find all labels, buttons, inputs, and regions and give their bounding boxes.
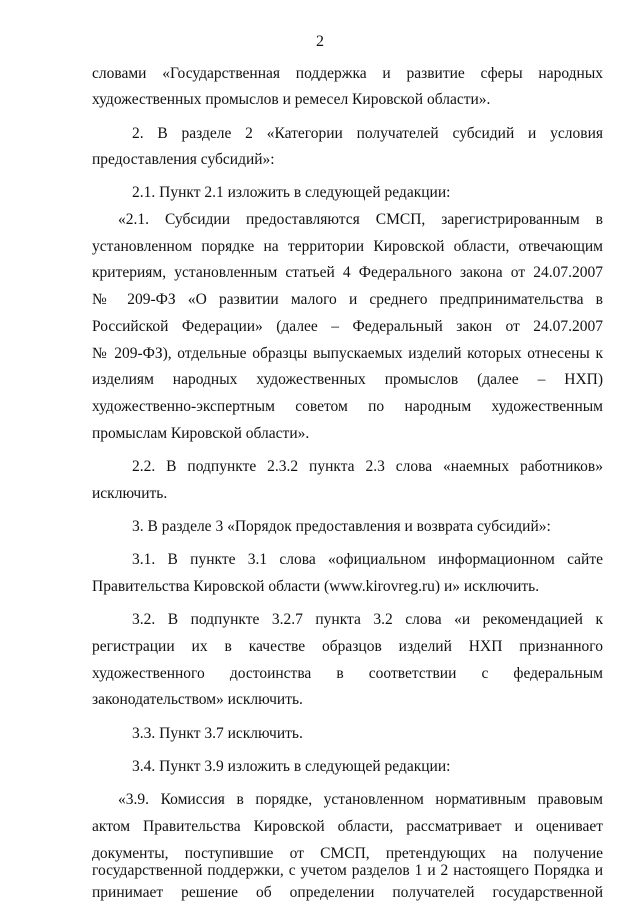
text-line: государственной поддержки, с учетом разделов 1 и 2 настоящего Порядка и — [92, 862, 603, 879]
text-line: предоставления субсидий»: — [92, 151, 275, 168]
text-line: 3.3. Пункт 3.7 исключить. — [132, 725, 303, 742]
text-line: Российской Федерации» (далее – Федеральный закон от 24.07.2007 — [92, 318, 603, 335]
text-line: № 209-ФЗ «О развитии малого и среднего предпринимательства в — [92, 291, 603, 308]
page-number: 2 — [316, 33, 324, 50]
text-line: 2.1. Пункт 2.1 изложить в следующей редакции: — [132, 184, 451, 201]
text-line: критериям, установленным статьей 4 Федерального закона от 24.07.2007 — [92, 264, 603, 281]
text-line: 3. В разделе 3 «Порядок предоставления и возврата субсидий»: — [132, 518, 551, 535]
text-line: Правительства Кировской области (www.kirovreg.ru) и» исключить. — [92, 578, 540, 595]
text-line: принимает решение об определении получателей государственной — [92, 884, 603, 901]
text-line: исключить. — [92, 485, 168, 502]
text-line: изделиям народных художественных промыслов (далее – НХП) — [92, 371, 603, 388]
text-line: словами «Государственная поддержка и развитие сферы народных — [92, 65, 603, 82]
text-line: 2.2. В подпункте 2.3.2 пункта 2.3 слова «наемных работников» — [132, 458, 603, 475]
text-line: 2. В разделе 2 «Категории получателей субсидий и условия — [132, 125, 603, 142]
text-line: 3.4. Пункт 3.9 изложить в следующей редакции: — [132, 758, 451, 775]
text-line: художественных промыслов и ремесел Кировской области». — [92, 91, 491, 108]
text-line: «3.9. Комиссия в порядке, установленном нормативным правовым — [118, 791, 603, 808]
text-line: установленном порядке на территории Кировской области, отвечающим — [92, 238, 603, 255]
text-line: 3.1. В пункте 3.1 слова «официальном информационном сайте — [132, 551, 603, 568]
text-line: художественно-экспертным советом по народным художественным — [92, 398, 603, 415]
text-line: промыслам Кировской области». — [92, 425, 310, 442]
text-line: № 209-ФЗ), отдельные образцы выпускаемых изделий которых отнесены к — [92, 345, 603, 362]
text-line: регистрации их в качестве образцов изделий НХП признанного — [92, 638, 603, 655]
text-line: законодательством» исключить. — [92, 691, 303, 708]
text-line: актом Правительства Кировской области, рассматривает и оценивает — [92, 818, 603, 835]
text-line: «2.1. Субсидии предоставляются СМСП, зарегистрированным в — [118, 211, 603, 228]
text-line: 3.2. В подпункте 3.2.7 пункта 3.2 слова «и рекомендацией к — [132, 611, 603, 628]
text-line: художественного достоинства в соответствии с федеральным — [92, 665, 603, 682]
text-line: документы, поступившие от СМСП, претендующих на получение — [92, 845, 603, 862]
